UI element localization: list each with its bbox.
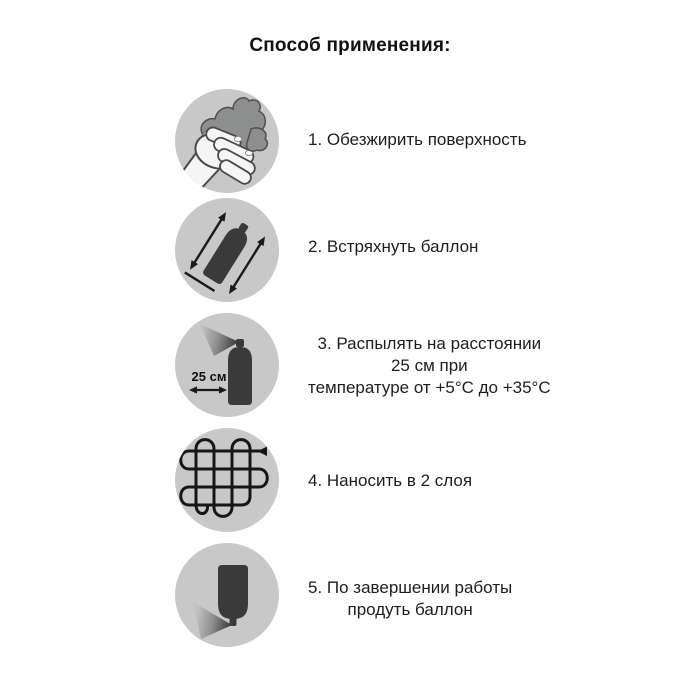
step-1-icon-circle: [175, 89, 279, 193]
page-title: Способ применения:: [249, 35, 451, 56]
step-3-text: [308, 333, 551, 399]
step-2-icon-circle: [175, 198, 279, 302]
spray-distance-icon: [175, 313, 279, 417]
step-text-line: 1. Обезжирить поверхность: [308, 130, 527, 149]
step-5-icon-circle: [175, 543, 279, 647]
shake-spray-can-icon: [175, 198, 279, 302]
step-text-line: температуре от +5°С до +35°С: [308, 378, 551, 397]
step-5-text: [308, 577, 512, 621]
spray-distance-label: 25 см: [191, 369, 227, 384]
apply-two-layers-crosshatch-icon: [175, 428, 279, 532]
step-text-line: 4. Наносить в 2 слоя: [308, 471, 473, 490]
step-text-line: продуть баллон: [347, 600, 473, 619]
step-text-line: 25 см при: [390, 356, 468, 375]
step-text-line: 2. Встряхнуть баллон: [308, 237, 479, 256]
step-text-line: 5. По завершении работы: [308, 578, 513, 597]
hand-wiping-cloth-icon: [175, 89, 279, 193]
step-4-text: [308, 470, 472, 492]
step-1-text: [308, 129, 526, 151]
purge-can-upside-down-icon: [175, 543, 279, 647]
step-2-text: [308, 236, 478, 258]
step-4-icon-circle: [175, 428, 279, 532]
step-3-icon-circle: [175, 313, 279, 417]
step-text-line: 3. Распылять на расстоянии: [317, 334, 542, 353]
